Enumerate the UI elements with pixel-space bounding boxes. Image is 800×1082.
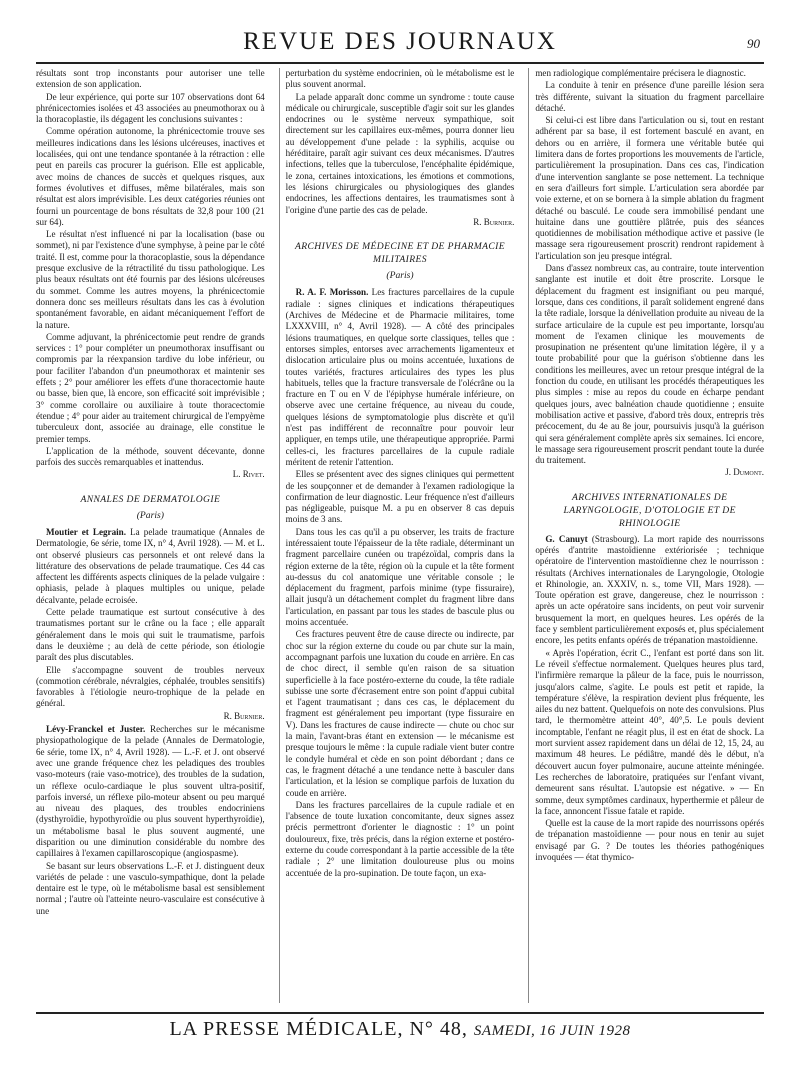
author-signature: J. Dumont. (725, 467, 765, 478)
article-columns (36, 68, 764, 1003)
journal-page (36, 22, 764, 1062)
column-middle (279, 68, 515, 1003)
paragraph: La pelade apparaît donc comme un syndrome : toute cause médicale ou chirurgicale, susceptible d'agir soit sur les glandes endocrines ou le système nerveux sympathique, soit directement sur les capillaires eux-mêmes, pourra donner lieu au développement d'une pelade : la syphilis, acquise ou héréditaire, paraît agir suivant ces deux mécanismes. D'autres infections, telles que la tuberculose, l'encéphalite épidémique, le zona, certaines intoxications, les émotions et commotions, les lésions chirurgicales ou physiologiques des glandes endocrines, les affections dentaires, les traumatismes sont à l'origine d'une partie des cas de pelade. (285, 91, 515, 215)
article-paragraph (36, 527, 265, 606)
paragraph: « Après l'opération, écrit C., l'enfant est porté dans son lit. Le réveil s'effectue normalement. Quelques heures plus tard, l'infirmière remarque la pâleur de la face, puis le nourrisson, jusqu'alors calme, s'agite. Le pouls est petit et rapide, la température s'élève, la respiration devient plus fréquente, les ailes du nez battent. Quelquefois on note des convulsions. Plus tard, le thermomètre atteint 40°, 40°,5. Le pouls devient incomptable, l'enfant ne réagit plus, il est en état de shock. La mort survient assez rapidement dans un délai de 12, 15, 24, au maximum 48 heures. Le pédiâtre, mandé dès le début, n'a découvert aucun foyer pulmonaire, aucune atteinte méningée. Les recherches de laboratoire, pratiquées sur l'enfant vivant, demeurent sans résultat. L'autopsie est négative. » — En somme, deux symptômes cardinaux, hyperthermie et pâleur de la face, annoncent l'issue fatale et rapide. (535, 647, 765, 816)
section-city: (Paris) (386, 270, 414, 282)
section-city: (Paris) (136, 509, 164, 521)
article-author: Moutier et Legrain. (46, 526, 127, 537)
section-heading: ARCHIVES INTERNATIONALES DE LARYNGOLOGIE, D'OTOLOGIE ET DE RHINOLOGIE (563, 491, 736, 529)
column-right (528, 68, 764, 1003)
article-body: (Strasbourg). La mort rapide des nourrissons opérés d'antrite mastoïdienne extériorisée ; technique opératoire de l'intervention mastoïdienne chez le nourrisson : résultats (Archives internationales de Laryngologie, Otologie et Rhinologie, an. XXXIV, n. s., tome VII, Mars 1928). — Toute opération est grave, dangereuse, chez le nourrisson : après un acte opératoire sans incidents, on peut voir survenir brusquement la mort, en quelques heures. Les opérés de la face y semblent particulièrement exposés et, plus spécialement encore, les petits enfants opérés de trépanation mastoïdienne. (535, 533, 765, 646)
author-signature: R. Burnier. (473, 216, 515, 227)
paragraph: Quelle est la cause de la mort rapide des nourrissons opérés de trépanation mastoïdienne — pour nous en tenir au sujet envisagé par G. ? De toutes les théories pathogéniques invoquées — état thymico- (535, 818, 765, 862)
page-footer (36, 1012, 764, 1041)
author-signature: R. Burnier. (223, 710, 265, 721)
paragraph: Le résultat n'est influencé ni par la localisation (base ou sommet), ni par l'existence d'une symphyse, à peine par le côté traité. Il est, comme pour la thoracoplastie, sous la dépendance presque exclusive de la rétractilité du tissu pathologique. Les plus beaux résultats ont été fournis par des lésions ulcéreuses du sommet. Comme les autres moyens, la phrénicectomie donnera donc ses meilleurs résultats dans les cas à évolution spontanément favorable, en aidant mécaniquement l'effort de la nature. (36, 229, 265, 330)
paragraph: Dans les fractures parcellaires de la cupule radiale et en l'absence de toute luxation concomitante, deux signes assez précis permettront d'orienter le diagnostic : 1° un point douloureux, fixe, très précis, dans la région externe et postéro-externe du coude correspondant à la partie accessible de la tête radiale ; 2° une limitation douloureuse plus ou moins accentuée de la pro-supination. De toute façon, un exa- (285, 799, 515, 878)
paragraph: Ces fractures peuvent être de cause directe ou indirecte, par choc sur la région externe du coude ou par chute sur la main, accompagnant parfois une luxation du coude en arrière. En cas de choc direct, il semble qu'en raison de sa situation superficielle à la face postéro-externe du coude, la tête radiale subisse une sorte d'écrasement entre son point d'appui cubital et l'agent traumatisant ; dans ces cas, le déplacement du fragment est généralement peu important (type fissuraire en V). Dans les fractures de cause indirecte — chute ou choc sur la main, l'avant-bras étant en extension — le mécanisme est presque toujours le même : la cupule radiale vient buter contre le condyle huméral et cède en son point débordant ; dans ce cas, le fragment détaché a une tendance nette à basculer dans l'articulation, et la lésion se complique parfois de luxation du coude en arrière. (285, 629, 515, 798)
article-body: La pelade traumatique (Annales de Dermatologie, 6e série, tome IX, n° 4, Avril 1928). — M. et L. ont observé plusieurs cas personnels et ont relevé dans la littérature des observations de pelade traumatique. Ces 44 cas affectent les différents aspects cliniques de la pelade vulgaire : ophiasis, pelade à plaques multiples ou unique, pelade décalvante, pelade ecroisée. (36, 526, 265, 605)
article-author: R. A. F. Morisson. (295, 287, 369, 298)
page-title: REVUE DES JOURNAUX (243, 28, 557, 55)
paragraph: Dans tous les cas qu'il a pu observer, les traits de fracture intéressaient toute l'épaisseur de la tête radiale, déterminant un fragment parcellaire cunéen ou trapézoïdal, compris dans la région externe de la tête, région où la cupule et la tête forment au-dessus du col anatomique une véritable console ; le déplacement du fragment, parfois minime (type fissuraire), allait jusqu'à un détachement complet du fragment libre dans l'articulation, en passant par tous les stades de bascule plus ou moins accentuée. (285, 526, 515, 628)
section-heading: ARCHIVES DE MÉDECINE ET DE PHARMACIE MILITAIRES (294, 241, 506, 266)
article-author: G. Canuyt (545, 533, 588, 544)
page-header (36, 22, 764, 64)
article-paragraph (286, 287, 515, 468)
paragraph: men radiologique complémentaire précisera le diagnostic. (535, 68, 746, 78)
page-number: 90 (747, 36, 760, 51)
author-signature: L. Rivet. (232, 469, 265, 480)
article-paragraph (36, 724, 265, 860)
section-heading: ANNALES DE DERMATOLOGIE (80, 493, 221, 505)
article-body: Les fractures parcellaires de la cupule radiale : signes cliniques et indications thérapeutiques (Archives de Médecine et de Pharmacie militaires, tome LXXXVIII, n° 4, Avril 1928). — A côté des principales lésions traumatiques, en quelque sorte classiques, telles que : entorses simples, entorses avec arrachements ligamenteux et dislocation articulaire plus ou moins accentuée, luxations de toutes variétés, fractures articulaires des types les plus habituels, telles que la fracture transversale de l'olécrâne ou la fracture en T ou en V de l'épiphyse humérale inférieure, on observe avec une certaine fréquence, au niveau du coude, quelques lésions de symptomatologie plus discrète et qu'il n'est pas indifférent de reconnaître pour pouvoir leur appliquer, en temps utile, une thérapeutique appropriée. Parmi celles-ci, les fractures parcellaires de la cupule radiale méritent de retenir l'attention. (285, 287, 515, 467)
article-body: Recherches sur le mécanisme physiopathologique de la pelade (Annales de Dermatologie, 6e série, tome IX, n° 4, Avril 1928). — L.-F. et J. ont observé avec une grande fréquence chez les peladiques des troubles vaso-moteurs (raie vaso-motrice), des troubles de la sudation, un réflexe oculo-cardiaque le plus souvent ultra-positif, parfois inversé, un réflexe pilo-moteur absent ou peu marqué au niveau des plaques, des troubles endocriniens (dysthyroïdie, hypothyroïdie ou plus souvent hyperthyroïdie), un métabolisme basal le plus souvent augmenté, une disparition ou une diminution considérable du nombre des capillaires à l'examen capillaroscopique (angiospasme). (36, 724, 265, 859)
paragraph: perturbation du système endocrinien, où le métabolisme est le plus souvent anormal. (285, 68, 515, 90)
paragraph: Cette pelade traumatique est surtout consécutive à des traumatismes portant sur le crâne ou la face ; elle apparaît généralement dans le mois qui suit le traumatisme, parfois dans le deuxième ; au delà de cette période, son étiologie paraît des plus discutables. (36, 607, 265, 663)
article-author: Lévy-Franckel et Juster. (46, 724, 146, 735)
paragraph: De leur expérience, qui porte sur 107 observations dont 64 phrénicectomies isolées et 43 associées au pneumothorax ou à la thoracoplastie, ils dégagent les conclusions suivantes : (36, 91, 265, 125)
column-left (36, 68, 265, 1003)
paragraph: Dans d'assez nombreux cas, au contraire, toute intervention sanglante est inutile et doit être proscrite. Lorsque le déplacement du fragment est insignifiant ou peu marqué, lorsque, dans ces conditions, il paraît solidement engrené dans la tête radiale, lorsque la dénivellation produite au niveau de la surface articulaire de la cupule est peu importante, lorsqu'au moment de l'examen clinique les mouvements de prosupination ne présentent qu'une limitation légère, il y a toute probabilité pour que la guérison s'obtienne dans les conditions les meilleures, avec un retour presque intégral de la fonction du coude, en utilisant les procédés thérapeutiques les plus simples : mise au repos du coude en écharpe pendant quelques jours, avec balnéation chaude quotidienne ; ensuite mobilisation active et passive, d'abord très doux, entrepris très précocement, du 4e au 8e jour, poursuivis jusqu'à la guérison qui sera généralement complète après six semaines. Ici encore, le massage sera rigoureusement proscrit pendant toute la durée du traitement. (535, 263, 765, 466)
paragraph: Si celui-ci est libre dans l'articulation ou si, tout en restant adhérent par sa base, il est fortement basculé en avant, en dehors ou en arrière, il formera une véritable butée qui limitera dans de fortes proportions les mouvements de l'article, particulièrement la prosupination. Dans ces cas, l'indication d'une intervention sanglante se pose nettement. La technique en sera d'ailleurs fort simple. L'articulation sera abordée par voie externe, et on se bornera à la simple ablation du fragment détaché ou basculé. Le coude sera immobilisé pendant une huitaine dans une gouttière plâtrée, puis des séances quotidiennes de mobilisation méthodique active et passive (le massage sera rigoureusement proscrit) rendront rapidement à l'articulation son jeu presque intégral. (535, 115, 765, 261)
paragraph: résultats sont trop inconstants pour autoriser une telle extension de son application. (36, 68, 265, 90)
article-paragraph (535, 534, 764, 647)
footer-journal: LA PRESSE MÉDICALE, N° 48, (169, 1018, 468, 1040)
paragraph: Comme opération autonome, la phrénicectomie trouve ses meilleures indications dans les lésions ulcéreuses, inactives et localisées, qui ont une tendance spontanée à la rétraction : elle peut en pareils cas procurer la guérison. Elle est applicable, avec moins de chances de succès et quelques risques, aux formes évolutives et diffuses, même bilatérales, mais son résultat est alors imprévisible. Les deux catégories réunies ont fourni un pourcentage de bons résultats de 32,8 pour 100 (21 sur 64). (36, 126, 265, 227)
paragraph: L'application de la méthode, souvent décevante, donne parfois des succès remarquables et inattendus. (36, 445, 265, 468)
paragraph: Elles se présentent avec des signes cliniques qui permettent de les soupçonner et de demander à l'examen radiologique la confirmation de leur diagnostic. Leur fréquence n'est d'ailleurs pas négligeable, puisque M. a pu en observer 8 cas depuis moins de 3 ans. (285, 469, 515, 525)
footer-date: SAMEDI, 16 JUIN 1928 (473, 1023, 631, 1039)
paragraph: La conduite à tenir en présence d'une pareille lésion sera très différente, suivant la situation du fragment parcellaire détaché. (535, 80, 765, 113)
paragraph: Elle s'accompagne souvent de troubles nerveux (commotion cérébrale, névralgies, céphalée, troubles sensitifs) favorables à l'étiologie neuro-trophique de la pelade en général. (36, 664, 265, 709)
paragraph: Se basant sur leurs observations L.-F. et J. distinguent deux variétés de pelade : une vasculo-sympathique, dont la pelade dentaire est le type, où le métabolisme basal est sensiblement normal ; l'autre où l'atteinte neuro-vasculaire est consécutive à une (36, 860, 265, 916)
paragraph: Comme adjuvant, la phrénicectomie peut rendre de grands services : 1° pour compléter un pneumothorax insuffisant ou compromis par la réexpansion tardive du lobe inférieur, ou pour faciliter l'abandon d'un pneumothorax et maintenir ses effets ; 2° pour améliorer les effets d'une thoracectomie haute ou basse, bien que, là encore, son efficacité soit imprévisible ; 3° comme corollaire ou auxiliaire à toute thoracectomie étendue ; 4° pour aider au traitement chirurgical de l'empyème tuberculeux dont, associée au drainage, elle constitue le premier temps. (36, 331, 265, 444)
